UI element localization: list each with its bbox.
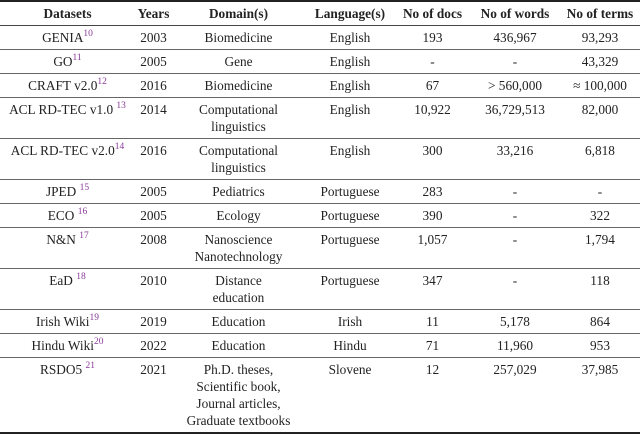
table-row — [0, 228, 640, 269]
domain-line: education — [212, 290, 265, 305]
table-row — [0, 26, 640, 50]
language-cell: Portuguese — [305, 204, 395, 228]
domain-line: Nanotechnology — [194, 249, 283, 264]
dataset-cell — [0, 204, 135, 228]
words-cell: 436,967 — [470, 26, 560, 50]
table-row — [0, 180, 640, 204]
domain-cell — [172, 334, 305, 358]
table-row — [0, 74, 640, 98]
dataset-name: GO — [53, 54, 73, 69]
docs-cell: - — [395, 50, 470, 74]
year-cell: 2008 — [135, 228, 172, 269]
language-cell: Portuguese — [305, 228, 395, 269]
docs-cell: 300 — [395, 139, 470, 180]
language-cell: Portuguese — [305, 180, 395, 204]
dataset-cell — [0, 26, 135, 50]
dataset-name: EaD — [49, 273, 77, 288]
table-row — [0, 204, 640, 228]
dataset-name: ACL RD-TEC v2.0 — [10, 143, 115, 158]
domain-line: Pediatrics — [212, 184, 265, 199]
docs-cell: 11 — [395, 310, 470, 334]
words-cell: - — [470, 228, 560, 269]
language-cell: English — [305, 139, 395, 180]
table-row — [0, 334, 640, 358]
domain-line: Computational — [198, 102, 279, 117]
table-row — [0, 310, 640, 334]
column-header: No of terms — [560, 1, 640, 26]
language-cell: English — [305, 50, 395, 74]
dataset-name: GENIA — [42, 30, 84, 45]
domain-line: Scientific book, — [196, 379, 281, 394]
column-header: No of words — [470, 1, 560, 26]
words-cell: - — [470, 50, 560, 74]
terms-cell: 6,818 — [560, 139, 640, 180]
dataset-name: Hindu Wiki — [31, 338, 94, 353]
language-cell: English — [305, 98, 395, 139]
docs-cell: 10,922 — [395, 98, 470, 139]
footnote-ref[interactable]: 14 — [114, 142, 125, 152]
dataset-name: CRAFT v2.0 — [28, 78, 98, 93]
year-cell: 2016 — [135, 74, 172, 98]
year-cell: 2010 — [135, 269, 172, 310]
terms-cell: 93,293 — [560, 26, 640, 50]
terms-cell: 953 — [560, 334, 640, 358]
terms-cell: 864 — [560, 310, 640, 334]
dataset-cell — [0, 180, 135, 204]
column-header: Datasets — [0, 1, 135, 26]
domain-line: Biomedicine — [204, 30, 273, 45]
year-cell: 2005 — [135, 180, 172, 204]
domain-line: linguistics — [211, 119, 266, 134]
docs-cell: 347 — [395, 269, 470, 310]
dataset-name: ACL RD-TEC v1.0 — [9, 102, 117, 117]
footnote-ref[interactable]: 13 — [116, 101, 126, 111]
words-cell: 33,216 — [470, 139, 560, 180]
dataset-cell — [0, 228, 135, 269]
dataset-name: ECO — [47, 208, 78, 223]
footnote-ref[interactable]: 16 — [77, 207, 88, 217]
docs-cell: 71 — [395, 334, 470, 358]
column-header: Domain(s) — [172, 1, 305, 26]
dataset-name: N&N — [46, 232, 80, 247]
table-row — [0, 269, 640, 310]
dataset-cell — [0, 139, 135, 180]
words-cell: - — [470, 204, 560, 228]
terms-cell: 1,794 — [560, 228, 640, 269]
dataset-cell — [0, 74, 135, 98]
table-row — [0, 50, 640, 74]
docs-cell: 12 — [395, 358, 470, 434]
words-cell: - — [470, 180, 560, 204]
year-cell: 2021 — [135, 358, 172, 434]
domain-line: Ecology — [216, 208, 261, 223]
dataset-cell — [0, 98, 135, 139]
domain-line: Graduate textbooks — [186, 413, 291, 428]
domain-cell — [172, 50, 305, 74]
dataset-name: JPED — [45, 184, 80, 199]
footnote-ref[interactable]: 11 — [72, 53, 82, 63]
words-cell: > 560,000 — [470, 74, 560, 98]
domain-line: Education — [211, 338, 266, 353]
domain-line: Journal articles, — [196, 396, 281, 411]
dataset-cell — [0, 310, 135, 334]
dataset-cell — [0, 50, 135, 74]
column-header: No of docs — [395, 1, 470, 26]
dataset-cell — [0, 269, 135, 310]
docs-cell: 1,057 — [395, 228, 470, 269]
domain-cell — [172, 228, 305, 269]
domain-cell — [172, 180, 305, 204]
column-header: Years — [135, 1, 172, 26]
year-cell: 2003 — [135, 26, 172, 50]
language-cell: Slovene — [305, 358, 395, 434]
words-cell: - — [470, 269, 560, 310]
header-row — [0, 1, 640, 26]
docs-cell: 390 — [395, 204, 470, 228]
domain-line: Gene — [224, 54, 253, 69]
domain-line: linguistics — [211, 160, 266, 175]
domain-line: Ph.D. theses, — [203, 362, 274, 377]
terms-cell: 322 — [560, 204, 640, 228]
language-cell: Portuguese — [305, 269, 395, 310]
words-cell: 257,029 — [470, 358, 560, 434]
terms-cell: 82,000 — [560, 98, 640, 139]
language-cell: Hindu — [305, 334, 395, 358]
language-cell: English — [305, 74, 395, 98]
dataset-cell — [0, 334, 135, 358]
footnote-ref[interactable]: 19 — [89, 313, 99, 323]
domain-cell — [172, 269, 305, 310]
year-cell: 2016 — [135, 139, 172, 180]
table-row — [0, 98, 640, 139]
domain-line: Biomedicine — [204, 78, 273, 93]
footnote-ref[interactable]: 17 — [79, 231, 89, 241]
docs-cell: 283 — [395, 180, 470, 204]
terms-cell: 43,329 — [560, 50, 640, 74]
dataset-name: Irish Wiki — [35, 314, 90, 329]
domain-cell — [172, 310, 305, 334]
terms-cell: 37,985 — [560, 358, 640, 434]
year-cell: 2005 — [135, 204, 172, 228]
year-cell: 2022 — [135, 334, 172, 358]
footnote-ref[interactable]: 20 — [93, 337, 104, 347]
domain-line: Computational — [198, 143, 279, 158]
domain-line: Nanoscience — [204, 232, 273, 247]
domain-cell — [172, 204, 305, 228]
footnote-ref[interactable]: 12 — [97, 77, 107, 87]
words-cell: 11,960 — [470, 334, 560, 358]
language-cell: Irish — [305, 310, 395, 334]
year-cell: 2019 — [135, 310, 172, 334]
language-cell: English — [305, 26, 395, 50]
domain-line: Distance — [215, 273, 262, 288]
domain-cell — [172, 74, 305, 98]
footnote-ref[interactable]: 21 — [85, 361, 95, 371]
year-cell: 2014 — [135, 98, 172, 139]
dataset-name: RSDO5 — [40, 362, 86, 377]
table-row — [0, 139, 640, 180]
domain-cell — [172, 98, 305, 139]
footnote-ref[interactable]: 10 — [83, 29, 93, 39]
domain-cell — [172, 139, 305, 180]
terms-cell: 118 — [560, 269, 640, 310]
words-cell: 36,729,513 — [470, 98, 560, 139]
domain-line: Education — [211, 314, 266, 329]
column-header: Language(s) — [305, 1, 395, 26]
terms-cell: - — [560, 180, 640, 204]
domain-cell — [172, 26, 305, 50]
year-cell: 2005 — [135, 50, 172, 74]
footnote-ref[interactable]: 15 — [79, 183, 90, 193]
terms-cell: ≈ 100,000 — [560, 74, 640, 98]
words-cell: 5,178 — [470, 310, 560, 334]
docs-cell: 193 — [395, 26, 470, 50]
docs-cell: 67 — [395, 74, 470, 98]
footnote-ref[interactable]: 18 — [76, 272, 86, 282]
